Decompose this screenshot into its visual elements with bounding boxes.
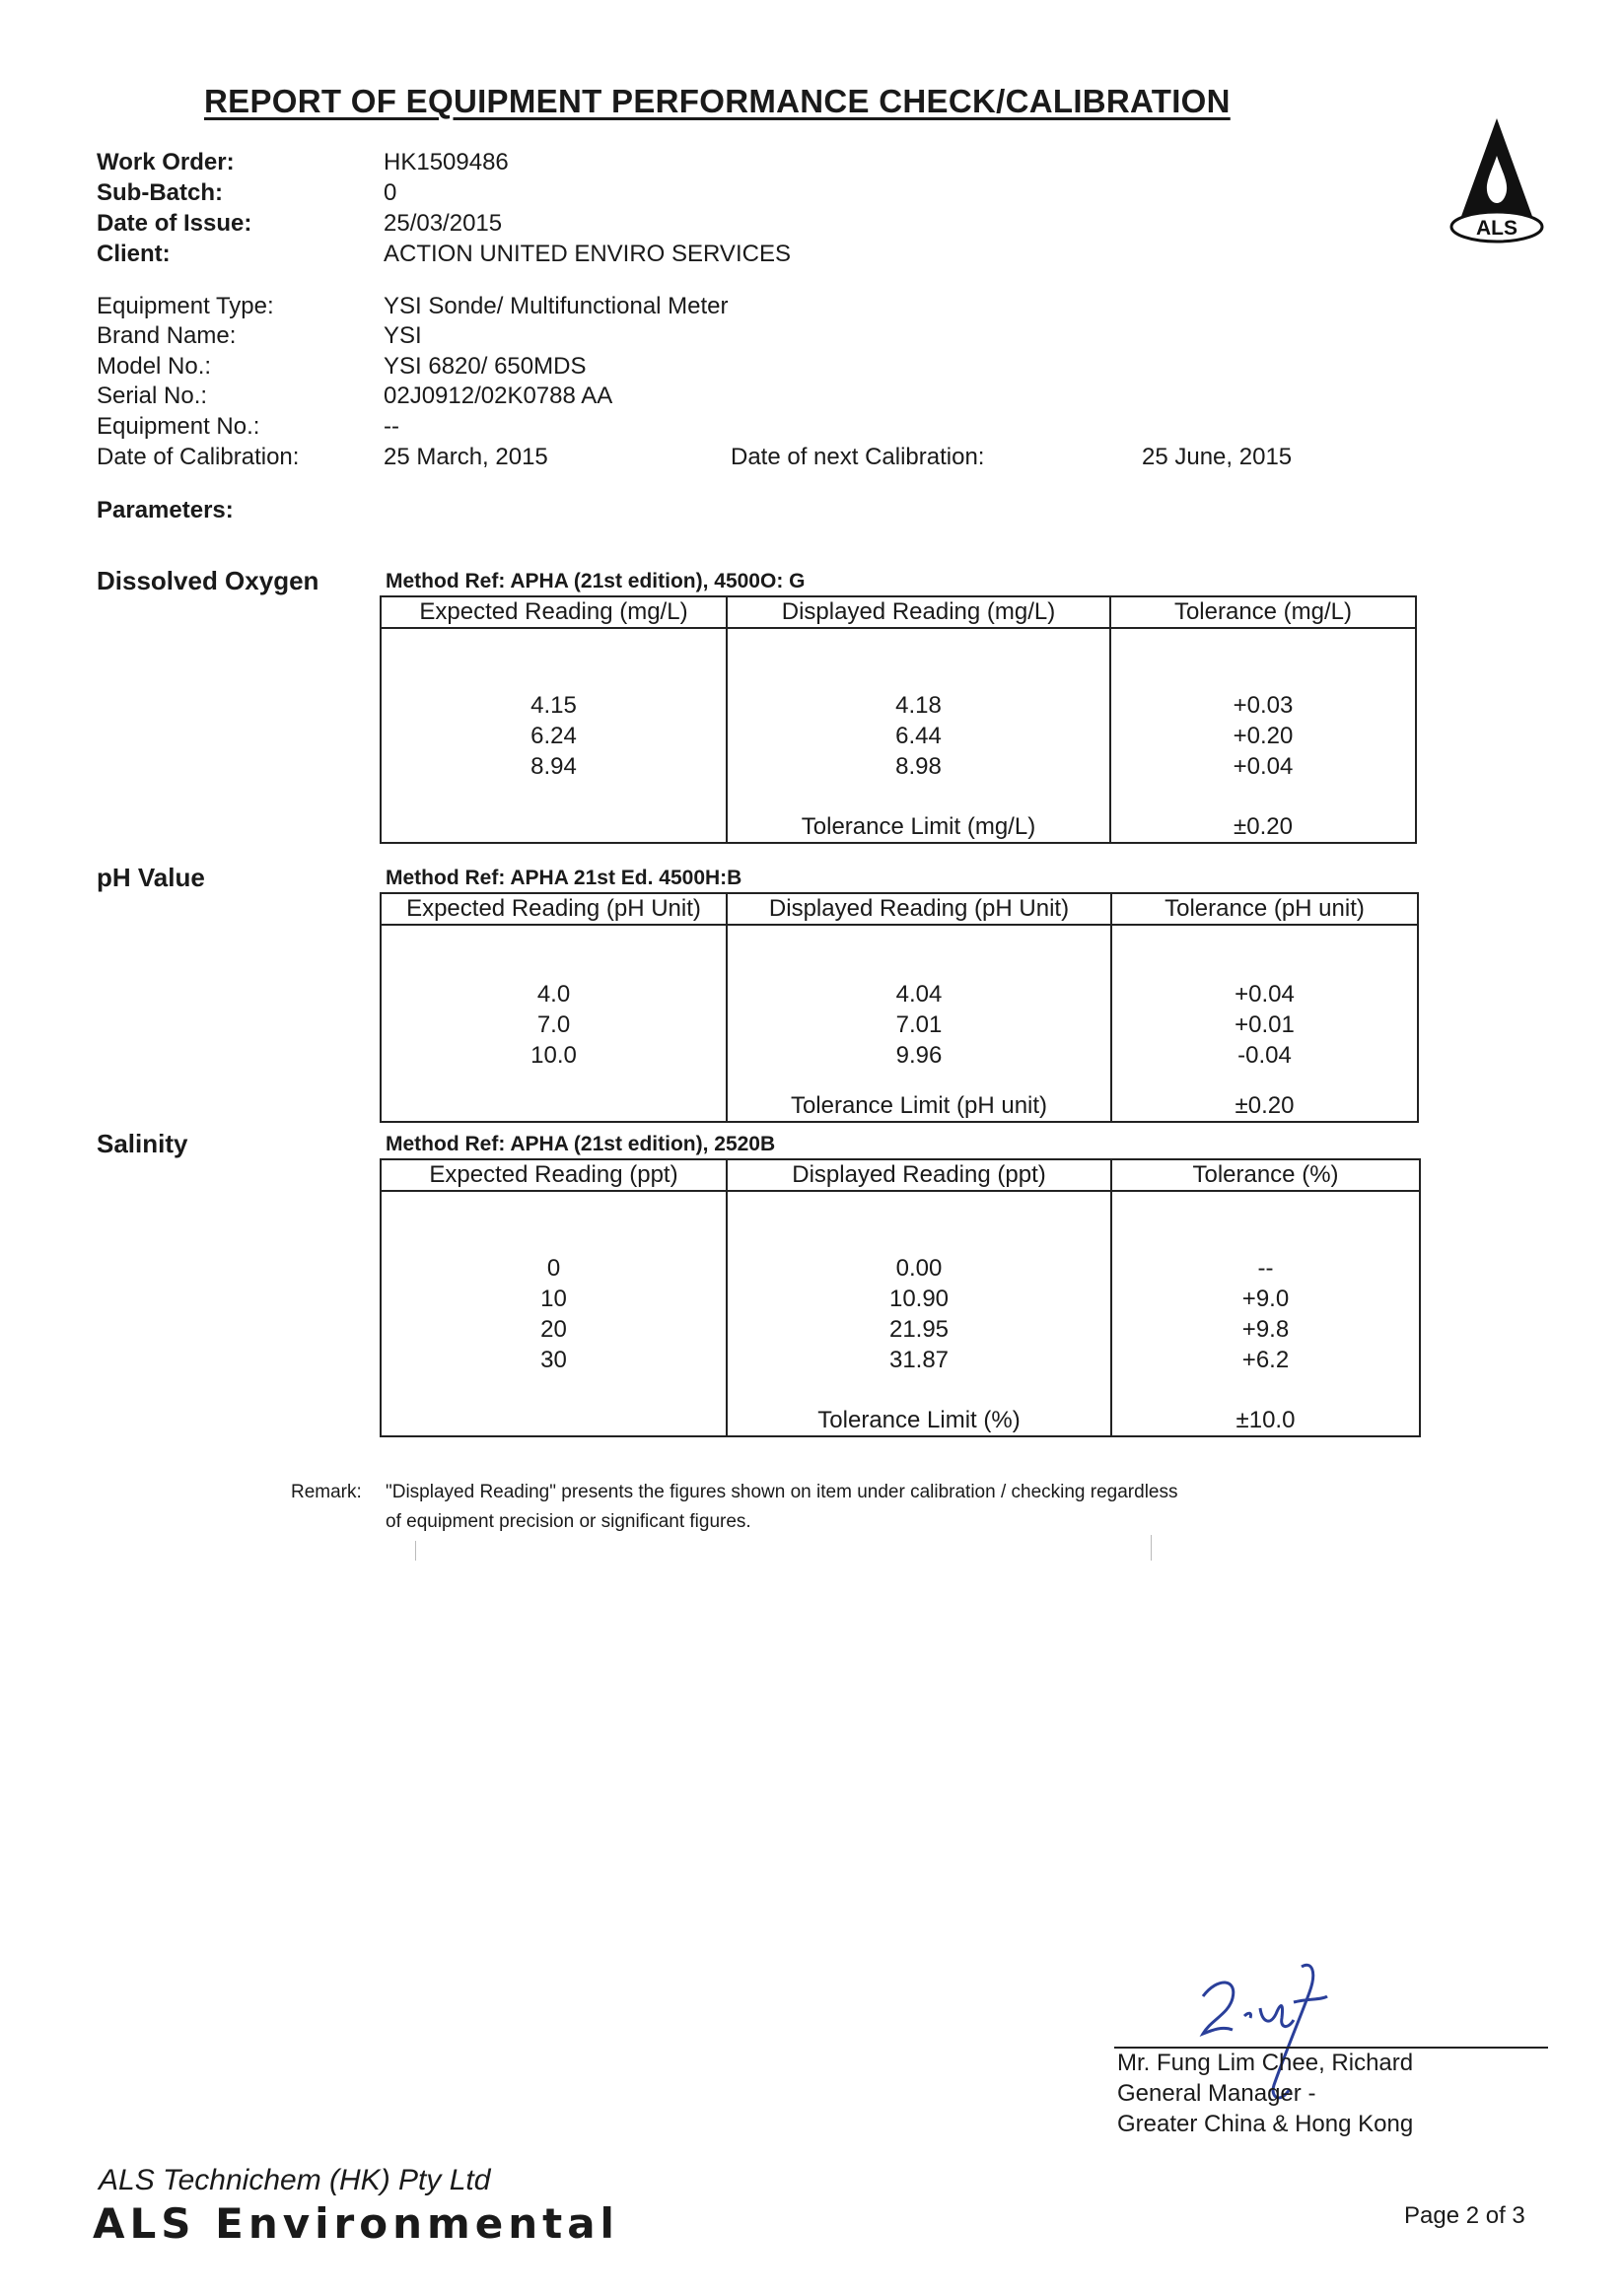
tolerance-value: -0.04 bbox=[1237, 1042, 1292, 1069]
do-calibration-table bbox=[380, 595, 1417, 844]
svg-text:ALS: ALS bbox=[1476, 217, 1517, 240]
expected-values-cell bbox=[381, 925, 727, 1122]
column-header: Displayed Reading (mg/L) bbox=[727, 596, 1110, 628]
company-name: ALS Technichem (HK) Pty Ltd bbox=[99, 2164, 491, 2196]
expected-value: 10.0 bbox=[530, 1042, 577, 1069]
section-salinity-label: Salinity bbox=[97, 1129, 188, 1158]
salinity-method-ref: Method Ref: APHA (21st edition), 2520B bbox=[386, 1133, 776, 1155]
signature-line bbox=[1114, 2047, 1548, 2049]
tolerance-limit-value: ±10.0 bbox=[1235, 1407, 1296, 1433]
table-header-row bbox=[381, 893, 1418, 925]
column-header: Tolerance (%) bbox=[1111, 1159, 1420, 1191]
column-header: Expected Reading (pH Unit) bbox=[381, 893, 727, 925]
signatory-name: Mr. Fung Lim Chee, Richard bbox=[1117, 2050, 1414, 2076]
expected-value: 20 bbox=[540, 1316, 567, 1343]
ph-calibration-table bbox=[380, 892, 1419, 1123]
displayed-value: 6.44 bbox=[895, 723, 942, 749]
tolerance-values-cell bbox=[1111, 925, 1418, 1122]
column-header: Expected Reading (mg/L) bbox=[381, 596, 727, 628]
ph-method-ref: Method Ref: APHA 21st Ed. 4500H:B bbox=[386, 867, 742, 889]
displayed-value: 31.87 bbox=[888, 1347, 950, 1373]
do-method-ref: Method Ref: APHA (21st edition), 4500O: G bbox=[386, 570, 806, 592]
serial-no-value: 02J0912/02K0788 AA bbox=[384, 383, 613, 409]
section-dissolved-oxygen-label: Dissolved Oxygen bbox=[97, 566, 319, 595]
equipment-no-label: Equipment No.: bbox=[97, 413, 260, 440]
salinity-calibration-table bbox=[380, 1158, 1421, 1437]
sub-batch-label: Sub-Batch: bbox=[97, 179, 223, 206]
date-of-calibration-value: 25 March, 2015 bbox=[384, 444, 548, 470]
tolerance-value: +0.04 bbox=[1233, 753, 1294, 780]
als-logo-icon bbox=[1447, 116, 1546, 254]
tolerance-value: +9.8 bbox=[1241, 1316, 1290, 1343]
table-row bbox=[381, 1191, 1420, 1436]
remark-line-1: "Displayed Reading" presents the figures shown on item under calibration / checking regardless bbox=[386, 1482, 1178, 1502]
displayed-values-cell bbox=[727, 628, 1110, 843]
brand-name-value: YSI bbox=[384, 322, 422, 349]
brand-name-label: Brand Name: bbox=[97, 322, 237, 349]
tolerance-value: -- bbox=[1257, 1255, 1274, 1282]
displayed-value: 8.98 bbox=[895, 753, 942, 780]
report-title: REPORT OF EQUIPMENT PERFORMANCE CHECK/CALIBRATION bbox=[204, 83, 1231, 119]
displayed-value: 0.00 bbox=[895, 1255, 943, 1282]
expected-value: 0 bbox=[546, 1255, 561, 1282]
tolerance-limit-label: Tolerance Limit (%) bbox=[817, 1407, 1021, 1433]
tolerance-value: +0.03 bbox=[1233, 692, 1294, 719]
expected-value: 8.94 bbox=[530, 753, 577, 780]
displayed-value: 10.90 bbox=[888, 1286, 950, 1312]
tolerance-limit-label: Tolerance Limit (mg/L) bbox=[801, 813, 1036, 840]
model-no-value: YSI 6820/ 650MDS bbox=[384, 353, 587, 380]
remark-label: Remark: bbox=[291, 1482, 362, 1502]
next-calibration-label: Date of next Calibration: bbox=[731, 444, 985, 470]
tolerance-value: +0.01 bbox=[1235, 1011, 1295, 1038]
column-header: Tolerance (mg/L) bbox=[1110, 596, 1416, 628]
work-order-label: Work Order: bbox=[97, 149, 235, 175]
tolerance-value: +0.20 bbox=[1233, 723, 1294, 749]
brand-logotype: ALS Environmental bbox=[93, 2199, 619, 2248]
sub-batch-value: 0 bbox=[384, 179, 397, 206]
expected-value: 10 bbox=[540, 1286, 567, 1312]
tolerance-values-cell bbox=[1110, 628, 1416, 843]
parameters-label: Parameters: bbox=[97, 497, 234, 523]
table-row bbox=[381, 628, 1416, 843]
next-calibration-value: 25 June, 2015 bbox=[1142, 444, 1293, 470]
tolerance-value: +0.04 bbox=[1235, 981, 1295, 1008]
displayed-value: 7.01 bbox=[895, 1011, 943, 1038]
equipment-type-label: Equipment Type: bbox=[97, 293, 274, 319]
table-row bbox=[381, 925, 1418, 1122]
equipment-no-value: -- bbox=[384, 413, 399, 440]
date-of-calibration-label: Date of Calibration: bbox=[97, 444, 300, 470]
displayed-values-cell bbox=[727, 925, 1111, 1122]
column-header: Displayed Reading (pH Unit) bbox=[727, 893, 1111, 925]
expected-value: 6.24 bbox=[530, 723, 577, 749]
scan-mark bbox=[1151, 1535, 1152, 1561]
displayed-value: 4.04 bbox=[895, 981, 943, 1008]
page-number: Page 2 of 3 bbox=[1404, 2202, 1525, 2229]
tolerance-value: +9.0 bbox=[1241, 1286, 1290, 1312]
section-ph-value-label: pH Value bbox=[97, 863, 205, 892]
signatory-title: General Manager - bbox=[1117, 2080, 1316, 2107]
tolerance-value: +6.2 bbox=[1241, 1347, 1290, 1373]
work-order-value: HK1509486 bbox=[384, 149, 509, 175]
column-header: Tolerance (pH unit) bbox=[1111, 893, 1418, 925]
client-value: ACTION UNITED ENVIRO SERVICES bbox=[384, 241, 791, 267]
tolerance-limit-label: Tolerance Limit (pH unit) bbox=[790, 1092, 1048, 1119]
expected-value: 30 bbox=[540, 1347, 567, 1373]
column-header: Expected Reading (ppt) bbox=[381, 1159, 727, 1191]
displayed-value: 21.95 bbox=[888, 1316, 950, 1343]
displayed-value: 9.96 bbox=[895, 1042, 943, 1069]
table-header-row bbox=[381, 596, 1416, 628]
equipment-type-value: YSI Sonde/ Multifunctional Meter bbox=[384, 293, 729, 319]
tolerance-limit-value: ±0.20 bbox=[1234, 813, 1293, 840]
serial-no-label: Serial No.: bbox=[97, 383, 208, 409]
remark-line-2: of equipment precision or significant figures. bbox=[386, 1511, 751, 1532]
date-of-issue-label: Date of Issue: bbox=[97, 210, 252, 237]
client-label: Client: bbox=[97, 241, 171, 267]
expected-value: 4.0 bbox=[536, 981, 571, 1008]
date-of-issue-value: 25/03/2015 bbox=[384, 210, 503, 237]
table-header-row bbox=[381, 1159, 1420, 1191]
tolerance-limit-value: ±0.20 bbox=[1235, 1092, 1295, 1119]
expected-value: 4.15 bbox=[530, 692, 577, 719]
expected-values-cell bbox=[381, 1191, 727, 1436]
displayed-values-cell bbox=[727, 1191, 1111, 1436]
displayed-value: 4.18 bbox=[895, 692, 942, 719]
expected-value: 7.0 bbox=[536, 1011, 571, 1038]
tolerance-values-cell bbox=[1111, 1191, 1420, 1436]
column-header: Displayed Reading (ppt) bbox=[727, 1159, 1111, 1191]
als-logo bbox=[1447, 116, 1546, 254]
model-no-label: Model No.: bbox=[97, 353, 212, 380]
scan-mark bbox=[415, 1541, 416, 1561]
signatory-region: Greater China & Hong Kong bbox=[1117, 2111, 1414, 2137]
expected-values-cell bbox=[381, 628, 727, 843]
